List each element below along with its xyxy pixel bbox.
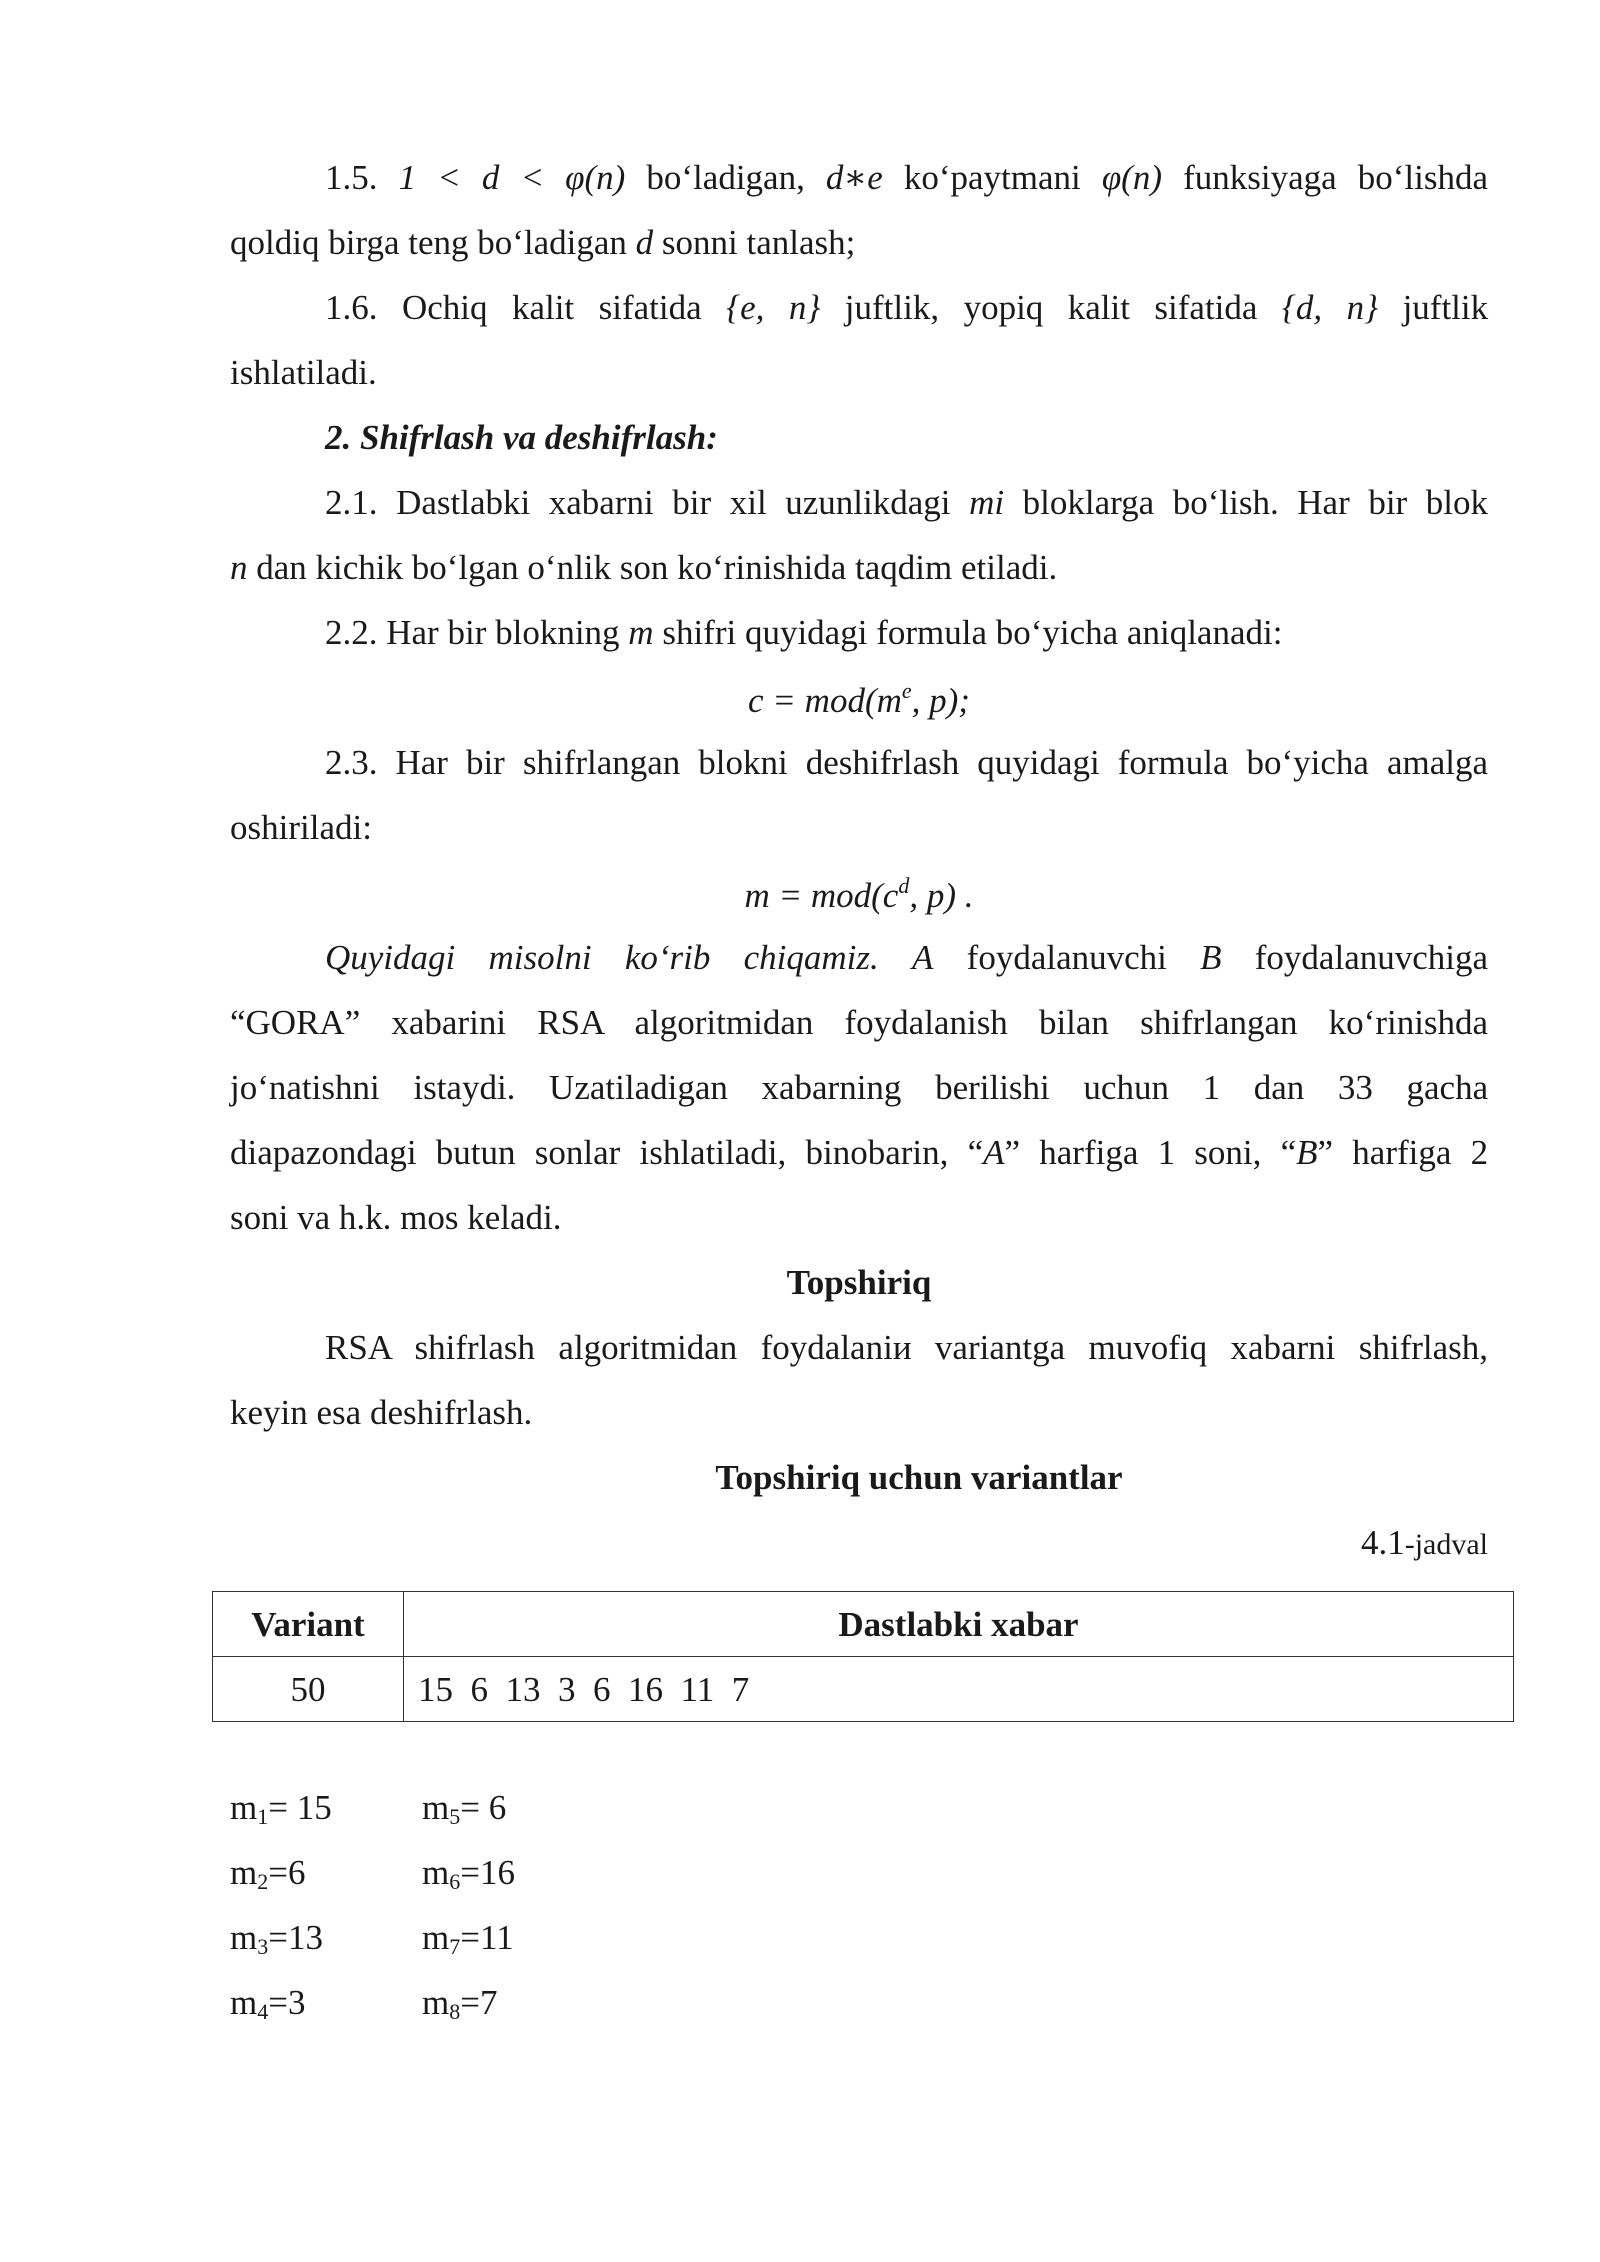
m-index: 7 (449, 1934, 461, 1959)
word: soni, (1194, 1133, 1262, 1172)
formula-part: , p) . (909, 876, 974, 915)
math-d-times-e: d∗e (825, 158, 883, 197)
word: formula (1117, 743, 1229, 782)
m-index: 3 (257, 1934, 269, 1959)
word: bo‘ladigan, (646, 158, 805, 197)
word: diapazondagi (230, 1133, 417, 1172)
word: algoritmidan (634, 1003, 814, 1042)
m-symbol: m (422, 1918, 450, 1957)
word: algoritmidan (558, 1328, 738, 1367)
quoted-a (968, 1133, 1020, 1172)
math-mi: mi (969, 483, 1005, 522)
word: bir (1368, 483, 1408, 522)
math-m: m (628, 613, 654, 652)
word: Quyidagi (325, 938, 456, 977)
example-line-5: soni va h.k. mos keladi. (230, 1198, 562, 1237)
m-index: 4 (257, 1999, 269, 2024)
text: qoldiq birga teng bo‘ladigan (230, 223, 636, 262)
paragraph-1-5-line-1 (325, 160, 1488, 195)
quote-open: “ (1280, 1133, 1297, 1172)
formula-part: , p); (911, 681, 970, 720)
m-symbol: m (422, 1788, 450, 1827)
topshiriq-line-2: keyin esa deshifrlash. (230, 1393, 533, 1432)
item-number: 2.1. (325, 483, 378, 522)
word: xabarni (548, 483, 654, 522)
word: xabarning (761, 1068, 902, 1107)
formula-exponent: e (901, 678, 912, 703)
math-a: A (983, 1133, 1005, 1172)
word: istaydi. (413, 1068, 516, 1107)
topshiriq-line-1 (325, 1330, 1488, 1365)
m-value (422, 1790, 506, 1828)
example-line-3 (230, 1070, 1488, 1105)
word: juftlik, (844, 288, 940, 327)
word: bloklarga (1022, 483, 1155, 522)
word: foydalaniи (760, 1328, 912, 1367)
word: xabarni (1230, 1328, 1336, 1367)
word: ishlatiladi, (639, 1133, 787, 1172)
math-a: A (912, 938, 934, 977)
paragraph-1-6-line-1 (325, 290, 1488, 325)
word: yopiq (963, 288, 1044, 327)
m-index: 2 (257, 1869, 269, 1894)
text: dan kichik bo‘lgan o‘nlik son ko‘rinishida taqdim etiladi. (247, 548, 1058, 587)
word: kalit (1067, 288, 1130, 327)
table-header-row (213, 1592, 1514, 1657)
m-symbol: m (230, 1918, 258, 1957)
paragraph-2-3-line-2: oshiriladi: (230, 808, 372, 847)
word: Dastlabki (396, 483, 531, 522)
paragraph-1-6-line-2: ishlatiladi. (230, 353, 377, 392)
paragraph-2-2 (325, 615, 1282, 650)
m-val: =11 (460, 1918, 514, 1957)
text: sonni tanlash; (653, 223, 856, 262)
word: 1 (1202, 1068, 1221, 1107)
word: foydalanish (844, 1003, 1008, 1042)
example-line-4 (230, 1135, 1488, 1170)
math-d: d (635, 223, 654, 262)
word: sifatida (1154, 288, 1258, 327)
word: Har (1297, 483, 1350, 522)
section-heading: 2. Shifrlash va deshifrlash: (325, 418, 718, 457)
table-caption (1361, 1525, 1488, 1560)
m-val: =3 (268, 1983, 306, 2022)
word: RSA (325, 1328, 392, 1367)
math: n} (788, 288, 821, 327)
word: xabarini (391, 1003, 507, 1042)
m-index: 1 (257, 1804, 269, 1829)
word: kalit (511, 288, 575, 327)
word: ko‘paytmani (903, 158, 1081, 197)
word: bir (672, 483, 712, 522)
math: {e, (726, 288, 765, 327)
example-line-2 (230, 1005, 1488, 1040)
word: quyidagi (977, 743, 1100, 782)
word: uchun (1083, 1068, 1169, 1107)
math-d: d (481, 158, 500, 197)
word: shifrlash (414, 1328, 536, 1367)
word: 2 (1470, 1133, 1489, 1172)
word: bilan (1038, 1003, 1109, 1042)
word: foydalanuvchi (966, 938, 1167, 977)
word: blokni (698, 743, 788, 782)
m-val: =6 (268, 1853, 306, 1892)
m-symbol: m (230, 1983, 258, 2022)
table-row (213, 1657, 1514, 1722)
m-index: 6 (449, 1869, 461, 1894)
word: muvofiq (1088, 1328, 1208, 1367)
word: blok (1425, 483, 1488, 522)
m-symbol: m (422, 1983, 450, 2022)
formula-exponent: d (898, 873, 910, 898)
math-n: n (230, 548, 248, 587)
text: 2.2. Har bir blokning (325, 613, 629, 652)
m-val: =7 (460, 1983, 498, 2022)
word: bo‘lishda (1357, 158, 1488, 197)
word: ko‘rib (624, 938, 711, 977)
word: 33 (1337, 1068, 1373, 1107)
item-number: 2.3. (325, 743, 378, 782)
text: shifri quyidagi formula bo‘yicha aniqlanadi: (653, 613, 1283, 652)
word: foydalanuvchiga (1254, 938, 1489, 977)
word: harfiga (1352, 1133, 1452, 1172)
word: Har (395, 743, 448, 782)
quote-close: ” (1317, 1133, 1334, 1172)
topshiriq-title: Topshiriq (786, 1263, 932, 1302)
header-variant: Variant (213, 1592, 404, 1657)
quote-open: “ (967, 1133, 984, 1172)
cell-variant: 50 (213, 1657, 404, 1722)
formula-part: m = mod(c (744, 876, 899, 915)
decryption-formula (230, 875, 1488, 913)
m-value (422, 1855, 515, 1893)
math-phi-n: φ(n) (565, 158, 626, 197)
word: 1 (1157, 1133, 1176, 1172)
word: gacha (1406, 1068, 1489, 1107)
word: butun (435, 1133, 516, 1172)
m-symbol: m (422, 1853, 450, 1892)
m-index: 5 (449, 1804, 461, 1829)
paragraph-2-1-line-2 (230, 550, 1057, 585)
m-value (230, 1985, 305, 2023)
word: uzunlikdagi (785, 483, 951, 522)
word: bir (465, 743, 505, 782)
word: binobarin, (805, 1133, 949, 1172)
m-symbol: m (230, 1853, 258, 1892)
math: n} (1346, 288, 1379, 327)
word: shifrlash, (1358, 1328, 1489, 1367)
math: {d, (1281, 288, 1323, 327)
word: shifrlangan (522, 743, 681, 782)
word: deshifrlash (805, 743, 960, 782)
m-val: =13 (268, 1918, 323, 1957)
word: Ochiq (401, 288, 488, 327)
word: shifrlangan (1140, 1003, 1298, 1042)
m-symbol: m (230, 1788, 258, 1827)
word: RSA (537, 1003, 604, 1042)
word: variantga (934, 1328, 1066, 1367)
m-index: 8 (449, 1999, 461, 2024)
word: juftlik (1402, 288, 1489, 327)
word: sonlar (534, 1133, 621, 1172)
m-value (230, 1920, 323, 1958)
word: bo‘yicha (1246, 743, 1369, 782)
math-lt: < (437, 158, 461, 197)
word: jo‘natishni (230, 1068, 380, 1107)
word: “GORA” (230, 1003, 361, 1042)
paragraph-2-3-line-1 (325, 745, 1488, 780)
quoted-b (1281, 1133, 1333, 1172)
math-lt: < (520, 158, 545, 197)
paragraph-2-1-line-1 (325, 485, 1488, 520)
encryption-formula (230, 680, 1488, 718)
cell-message: 15 6 13 3 6 16 11 7 (404, 1657, 1514, 1722)
word: chiqamiz. (743, 938, 879, 977)
math-b: B (1296, 1133, 1318, 1172)
word: berilishi (935, 1068, 1050, 1107)
m-val: = 6 (460, 1788, 507, 1827)
example-line-1 (325, 940, 1488, 975)
paragraph-1-5-line-2 (230, 225, 855, 260)
item-number: 1.5. (325, 158, 378, 197)
word: dan (1253, 1068, 1305, 1107)
word: xil (729, 483, 767, 522)
word: misolni (488, 938, 592, 977)
word: amalga (1386, 743, 1488, 782)
variants-title: Topshiriq uchun variantlar (715, 1458, 1123, 1497)
m-val: =16 (460, 1853, 515, 1892)
word: harfiga (1039, 1133, 1139, 1172)
table-label: -jadval (1404, 1528, 1488, 1561)
word: ko‘rinishda (1328, 1003, 1489, 1042)
variants-table (212, 1591, 1514, 1722)
math-phi-n: φ(n) (1101, 158, 1162, 197)
header-message: Dastlabki xabar (404, 1592, 1514, 1657)
word: Uzatiladigan (549, 1068, 728, 1107)
m-value (230, 1855, 305, 1893)
word: bo‘lish. (1172, 483, 1279, 522)
math-1: 1 (398, 158, 417, 197)
item-number: 1.6. (325, 288, 378, 327)
word: funksiyaga (1183, 158, 1337, 197)
word: sifatida (598, 288, 702, 327)
m-val: = 15 (268, 1788, 332, 1827)
table-number: 4.1 (1360, 1523, 1405, 1562)
quote-close: ” (1004, 1133, 1021, 1172)
m-value (422, 1985, 497, 2023)
m-value (230, 1790, 332, 1828)
math-b: B (1200, 938, 1222, 977)
formula-part: c = mod(m (748, 681, 902, 720)
m-value (422, 1920, 514, 1958)
